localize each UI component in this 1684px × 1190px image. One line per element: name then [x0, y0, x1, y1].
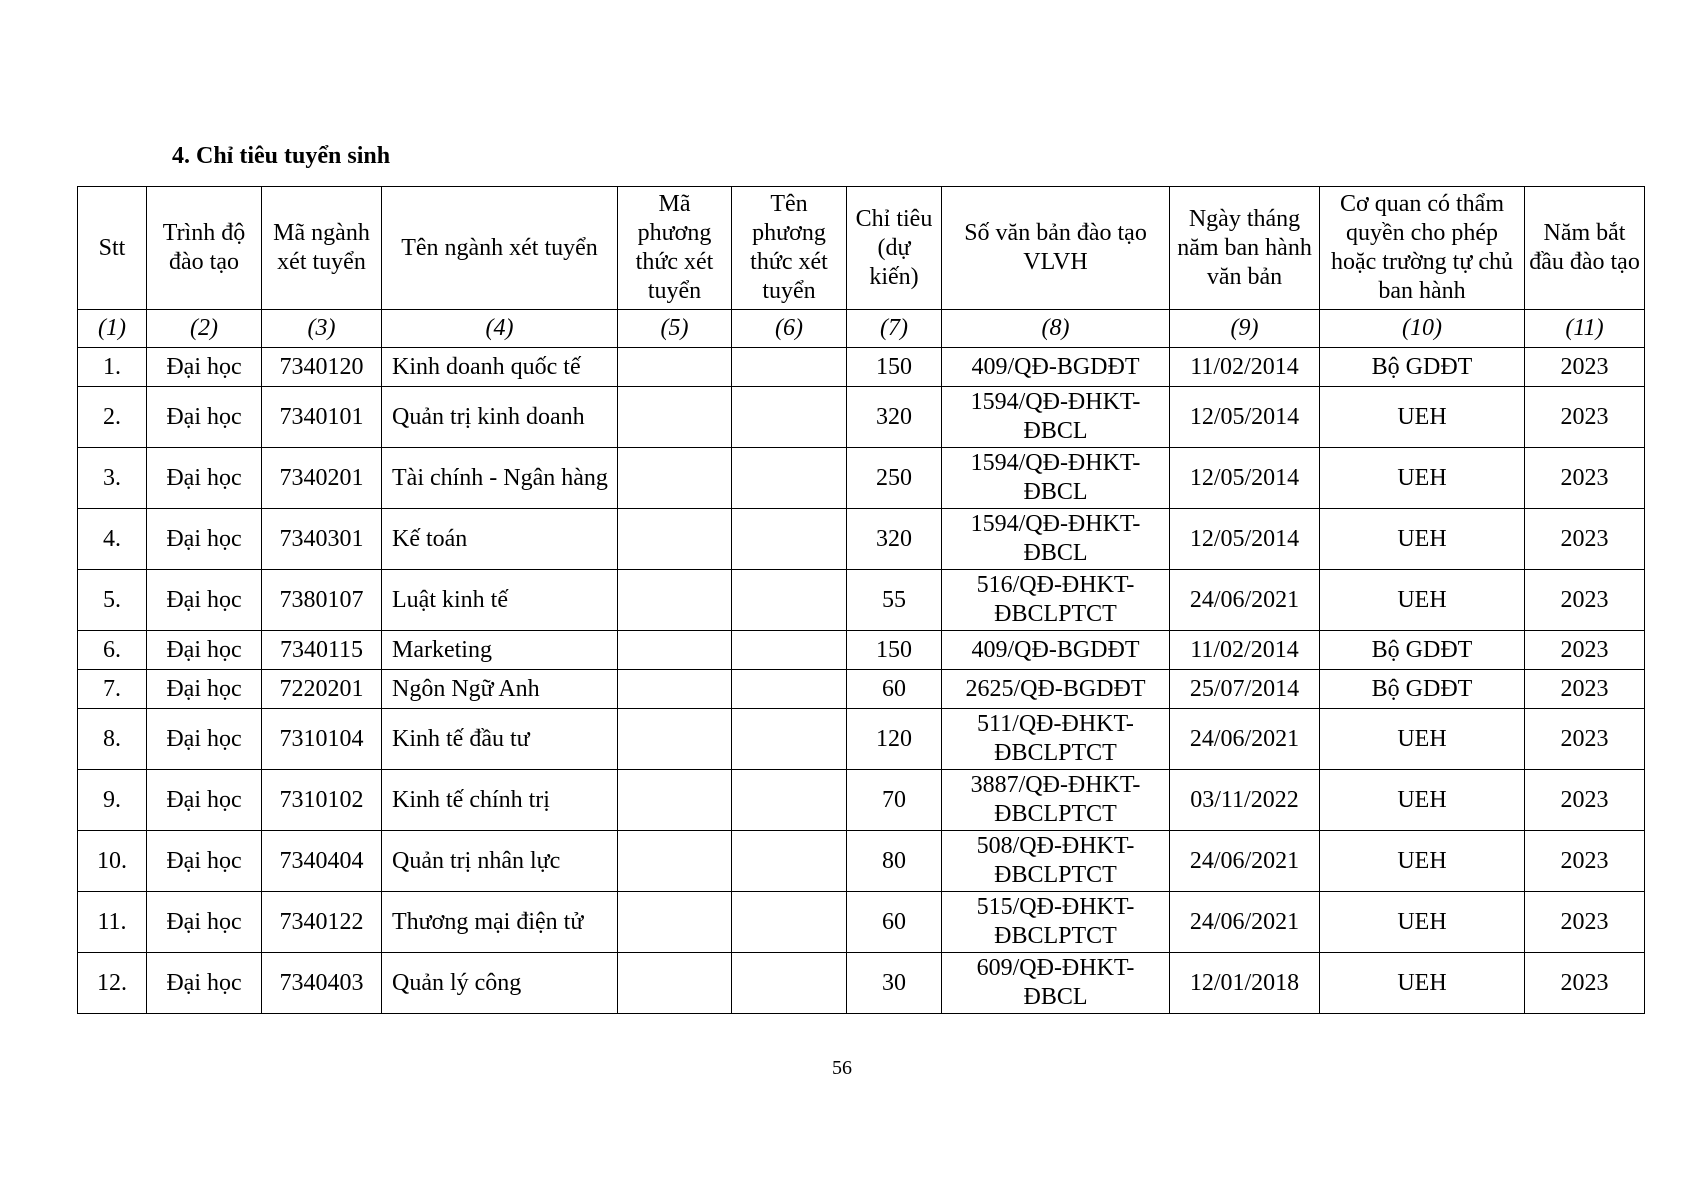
row-number: 10.	[78, 831, 147, 892]
method-code	[618, 448, 732, 509]
method-code	[618, 709, 732, 770]
training-level: Đại học	[147, 709, 262, 770]
row-number: 8.	[78, 709, 147, 770]
quota: 320	[847, 387, 942, 448]
header-cell: Stt	[78, 187, 147, 310]
row-number: 4.	[78, 509, 147, 570]
issuing-authority: UEH	[1320, 770, 1525, 831]
row-number: 3.	[78, 448, 147, 509]
major-name: Luật kinh tế	[382, 570, 618, 631]
header-cell: Năm bắt đầu đào tạo	[1525, 187, 1645, 310]
major-code: 7340101	[262, 387, 382, 448]
method-name	[732, 953, 847, 1014]
header-row	[78, 187, 1645, 310]
row-number: 11.	[78, 892, 147, 953]
issuing-authority: Bộ GDĐT	[1320, 670, 1525, 709]
issuing-authority: UEH	[1320, 448, 1525, 509]
table-row	[78, 670, 1645, 709]
training-level: Đại học	[147, 631, 262, 670]
column-number: (8)	[942, 310, 1170, 348]
table-body	[78, 348, 1645, 1014]
header-cell: Chỉ tiêu (dự kiến)	[847, 187, 942, 310]
major-name: Kinh doanh quốc tế	[382, 348, 618, 387]
header-cell: Mã phương thức xét tuyển	[618, 187, 732, 310]
method-code	[618, 953, 732, 1014]
table-row	[78, 892, 1645, 953]
column-number-row	[78, 310, 1645, 348]
quota: 60	[847, 892, 942, 953]
issue-date: 24/06/2021	[1170, 892, 1320, 953]
document-number: 511/QĐ-ĐHKT-ĐBCLPTCT	[942, 709, 1170, 770]
table-row	[78, 631, 1645, 670]
method-code	[618, 670, 732, 709]
major-name: Thương mại điện tử	[382, 892, 618, 953]
row-number: 12.	[78, 953, 147, 1014]
column-number: (5)	[618, 310, 732, 348]
major-code: 7340404	[262, 831, 382, 892]
start-year: 2023	[1525, 448, 1645, 509]
method-code	[618, 387, 732, 448]
issuing-authority: UEH	[1320, 387, 1525, 448]
issue-date: 12/01/2018	[1170, 953, 1320, 1014]
quota: 320	[847, 509, 942, 570]
row-number: 6.	[78, 631, 147, 670]
quota: 250	[847, 448, 942, 509]
table-row	[78, 831, 1645, 892]
issue-date: 24/06/2021	[1170, 831, 1320, 892]
major-name: Quản lý công	[382, 953, 618, 1014]
header-cell: Ngày tháng năm ban hành văn bản	[1170, 187, 1320, 310]
issue-date: 24/06/2021	[1170, 570, 1320, 631]
major-code: 7340122	[262, 892, 382, 953]
header-cell: Trình độ đào tạo	[147, 187, 262, 310]
issue-date: 12/05/2014	[1170, 387, 1320, 448]
quota: 55	[847, 570, 942, 631]
header-cell: Mã ngành xét tuyển	[262, 187, 382, 310]
header-cell: Tên phương thức xét tuyển	[732, 187, 847, 310]
document-number: 508/QĐ-ĐHKT-ĐBCLPTCT	[942, 831, 1170, 892]
start-year: 2023	[1525, 670, 1645, 709]
method-code	[618, 631, 732, 670]
method-name	[732, 509, 847, 570]
method-code	[618, 509, 732, 570]
header-cell: Số văn bản đào tạo VLVH	[942, 187, 1170, 310]
row-number: 2.	[78, 387, 147, 448]
major-name: Kế toán	[382, 509, 618, 570]
major-code: 7340120	[262, 348, 382, 387]
issuing-authority: Bộ GDĐT	[1320, 348, 1525, 387]
issuing-authority: UEH	[1320, 709, 1525, 770]
column-number: (3)	[262, 310, 382, 348]
training-level: Đại học	[147, 570, 262, 631]
row-number: 7.	[78, 670, 147, 709]
header-cell: Tên ngành xét tuyển	[382, 187, 618, 310]
training-level: Đại học	[147, 770, 262, 831]
start-year: 2023	[1525, 631, 1645, 670]
training-level: Đại học	[147, 509, 262, 570]
start-year: 2023	[1525, 387, 1645, 448]
row-number: 5.	[78, 570, 147, 631]
training-level: Đại học	[147, 387, 262, 448]
major-code: 7340403	[262, 953, 382, 1014]
start-year: 2023	[1525, 570, 1645, 631]
column-number: (6)	[732, 310, 847, 348]
method-name	[732, 570, 847, 631]
table-row	[78, 770, 1645, 831]
table-row	[78, 387, 1645, 448]
table-row	[78, 570, 1645, 631]
column-number: (4)	[382, 310, 618, 348]
column-number: (9)	[1170, 310, 1320, 348]
issuing-authority: UEH	[1320, 509, 1525, 570]
start-year: 2023	[1525, 709, 1645, 770]
table-row	[78, 448, 1645, 509]
column-number: (2)	[147, 310, 262, 348]
row-number: 1.	[78, 348, 147, 387]
training-level: Đại học	[147, 953, 262, 1014]
document-number: 1594/QĐ-ĐHKT-ĐBCL	[942, 509, 1170, 570]
page-number: 56	[832, 1057, 852, 1079]
major-name: Quản trị nhân lực	[382, 831, 618, 892]
training-level: Đại học	[147, 831, 262, 892]
table-row	[78, 348, 1645, 387]
start-year: 2023	[1525, 892, 1645, 953]
issuing-authority: UEH	[1320, 570, 1525, 631]
quota: 30	[847, 953, 942, 1014]
method-name	[732, 387, 847, 448]
issue-date: 11/02/2014	[1170, 631, 1320, 670]
quota: 70	[847, 770, 942, 831]
major-code: 7340201	[262, 448, 382, 509]
admission-quota-table	[77, 186, 1645, 1014]
major-code: 7310104	[262, 709, 382, 770]
quota: 150	[847, 631, 942, 670]
document-number: 515/QĐ-ĐHKT-ĐBCLPTCT	[942, 892, 1170, 953]
method-code	[618, 770, 732, 831]
issue-date: 03/11/2022	[1170, 770, 1320, 831]
major-code: 7340301	[262, 509, 382, 570]
major-name: Kinh tế đầu tư	[382, 709, 618, 770]
column-number: (7)	[847, 310, 942, 348]
issue-date: 11/02/2014	[1170, 348, 1320, 387]
start-year: 2023	[1525, 770, 1645, 831]
table-row	[78, 709, 1645, 770]
method-name	[732, 670, 847, 709]
major-code: 7310102	[262, 770, 382, 831]
major-code: 7380107	[262, 570, 382, 631]
method-code	[618, 570, 732, 631]
quota: 60	[847, 670, 942, 709]
method-name	[732, 831, 847, 892]
document-number: 516/QĐ-ĐHKT-ĐBCLPTCT	[942, 570, 1170, 631]
document-number: 1594/QĐ-ĐHKT-ĐBCL	[942, 448, 1170, 509]
start-year: 2023	[1525, 831, 1645, 892]
column-number: (10)	[1320, 310, 1525, 348]
major-code: 7340115	[262, 631, 382, 670]
start-year: 2023	[1525, 509, 1645, 570]
training-level: Đại học	[147, 670, 262, 709]
training-level: Đại học	[147, 892, 262, 953]
method-code	[618, 831, 732, 892]
major-name: Ngôn Ngữ Anh	[382, 670, 618, 709]
major-code: 7220201	[262, 670, 382, 709]
table-row	[78, 953, 1645, 1014]
issue-date: 25/07/2014	[1170, 670, 1320, 709]
training-level: Đại học	[147, 448, 262, 509]
major-name: Tài chính - Ngân hàng	[382, 448, 618, 509]
major-name: Quản trị kinh doanh	[382, 387, 618, 448]
start-year: 2023	[1525, 348, 1645, 387]
training-level: Đại học	[147, 348, 262, 387]
document-number: 2625/QĐ-BGDĐT	[942, 670, 1170, 709]
issuing-authority: UEH	[1320, 953, 1525, 1014]
quota: 120	[847, 709, 942, 770]
major-name: Kinh tế chính trị	[382, 770, 618, 831]
quota: 80	[847, 831, 942, 892]
row-number: 9.	[78, 770, 147, 831]
document-number: 609/QĐ-ĐHKT-ĐBCL	[942, 953, 1170, 1014]
table-row	[78, 509, 1645, 570]
column-number: (1)	[78, 310, 147, 348]
section-heading: 4. Chỉ tiêu tuyển sinh	[172, 143, 391, 169]
quota: 150	[847, 348, 942, 387]
issue-date: 12/05/2014	[1170, 509, 1320, 570]
method-code	[618, 348, 732, 387]
header-cell: Cơ quan có thẩm quyền cho phép hoặc trường tự chủ ban hành	[1320, 187, 1525, 310]
issue-date: 12/05/2014	[1170, 448, 1320, 509]
issuing-authority: UEH	[1320, 892, 1525, 953]
method-name	[732, 770, 847, 831]
method-name	[732, 448, 847, 509]
major-name: Marketing	[382, 631, 618, 670]
document-number: 409/QĐ-BGDĐT	[942, 348, 1170, 387]
method-name	[732, 709, 847, 770]
method-name	[732, 892, 847, 953]
document-number: 3887/QĐ-ĐHKT-ĐBCLPTCT	[942, 770, 1170, 831]
start-year: 2023	[1525, 953, 1645, 1014]
document-number: 1594/QĐ-ĐHKT-ĐBCL	[942, 387, 1170, 448]
method-name	[732, 631, 847, 670]
method-code	[618, 892, 732, 953]
issuing-authority: Bộ GDĐT	[1320, 631, 1525, 670]
document-number: 409/QĐ-BGDĐT	[942, 631, 1170, 670]
column-number: (11)	[1525, 310, 1645, 348]
issue-date: 24/06/2021	[1170, 709, 1320, 770]
method-name	[732, 348, 847, 387]
issuing-authority: UEH	[1320, 831, 1525, 892]
